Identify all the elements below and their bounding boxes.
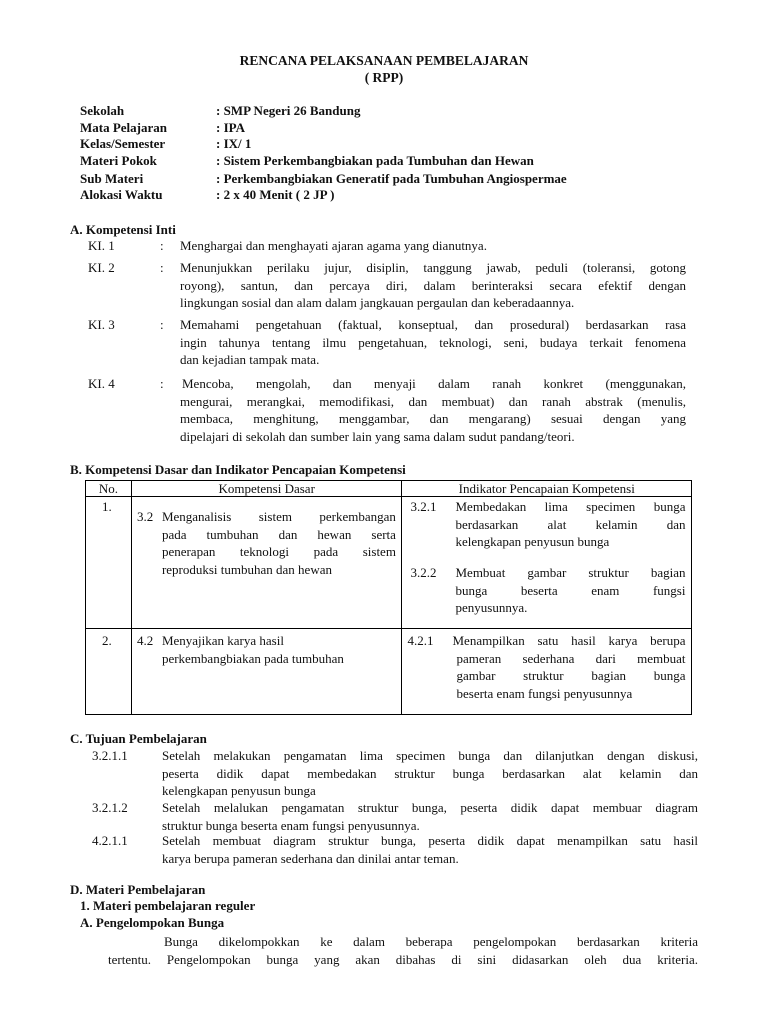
indicator-code: 4.2.1: [407, 633, 434, 648]
objective-line: Setelah melakukan pengamatan lima specimen bunga dan dilanjutkan dengan diskusi,: [162, 748, 698, 763]
identity-value-materi: : Sistem Perkembangbiakan pada Tumbuhan dan Hewan: [216, 153, 534, 168]
ki-code: KI. 4: [88, 376, 115, 391]
objective-code: 3.2.1.1: [92, 748, 128, 763]
column-header-indicator: Indikator Pencapaian Kompetensi: [402, 481, 692, 497]
ki-line: Menghargai dan menghayati ajaran agama yang dianutnya.: [180, 238, 487, 253]
kd-code: 3.2: [136, 509, 154, 524]
indicator-line: pameran sederhana dari membuat: [456, 650, 686, 666]
paragraph-line: tertentu. Pengelompokan bunga yang akan dibahas di sini didasarkan oleh dua kriteria.: [108, 951, 698, 967]
indicator-line: beserta enam fungsi penyusunnya: [456, 685, 633, 701]
indicator-line: Membedakan lima specimen bunga: [455, 499, 686, 514]
ki-line: mengurai, merangkai, memodifikasi, dan membuat) dan ranah abstrak (menulis,: [180, 393, 686, 409]
kd-code: 4.2: [136, 633, 154, 648]
paragraph-line: Bunga dikelompokkan ke dalam beberapa pengelompokan berdasarkan kriteria: [164, 934, 698, 949]
indicator-line: penyusunnya.: [455, 600, 528, 615]
objective-text: [162, 833, 698, 866]
indicator-line: berdasarkan alat kelamin dan: [455, 516, 686, 532]
table-row: [86, 497, 692, 629]
identity-value-sekolah: : SMP Negeri 26 Bandung: [216, 103, 361, 118]
indicator-line: gambar struktur bagian bunga: [456, 668, 686, 683]
kd-text: [162, 633, 396, 666]
ki-line: Menunjukkan perilaku jujur, disiplin, tanggung jawab, peduli (toleransi, gotong: [180, 260, 686, 275]
materi-paragraph: [108, 934, 698, 967]
ki-line: dipelajari di sekolah dan sumber lain yang sama dalam sudut pandang/teori.: [180, 428, 575, 444]
column-header-no: No.: [86, 481, 132, 497]
table-cell-no: [86, 497, 132, 629]
indicator-code: 3.2.1: [410, 499, 437, 514]
table-cell-indicator: [402, 497, 692, 629]
ki-code: KI. 2: [88, 260, 115, 275]
objective-code: 3.2.1.2: [92, 800, 128, 815]
ki-colon: :: [160, 376, 164, 391]
ki-code: KI. 3: [88, 317, 115, 332]
kd-line: reproduksi tumbuhan dan hewan: [161, 561, 332, 577]
identity-label-kelas: Kelas/Semester: [80, 136, 166, 151]
objective-line: struktur bunga beserta enam fungsi penyusunnya.: [162, 817, 420, 833]
section-b-heading: B. Kompetensi Dasar dan Indikator Pencapaian Kompetensi: [70, 462, 406, 477]
ki-line: lingkungan sosial dan alam dalam jangkauan pergaulan dan keberadaannya.: [180, 295, 575, 310]
competency-table: [85, 480, 692, 715]
identity-label-submateri: Sub Materi: [80, 171, 144, 186]
objective-code: 4.2.1.1: [92, 833, 128, 848]
identity-value-kelas: : IX/ 1: [216, 136, 252, 151]
ki-line: Memahami pengetahuan (faktual, konseptual, dan prosedural) berdasarkan rasa: [180, 317, 686, 332]
document-title: RENCANA PELAKSANAAN PEMBELAJARAN: [239, 53, 529, 68]
section-a-heading: A. Kompetensi Inti: [70, 222, 176, 237]
indicator-text: [455, 565, 685, 616]
identity-label-sekolah: Sekolah: [80, 103, 125, 118]
ki-line: Mencoba, mengolah, dan menyaji dalam ranah konkret (menggunakan,: [182, 376, 686, 391]
objective-text: [162, 748, 698, 799]
objective-line: Setelah melalukan pengamatan struktur bunga, peserta didik dapat membuar diagram: [162, 800, 698, 815]
row-number: 1.: [102, 499, 112, 514]
table-cell-indicator: [402, 629, 692, 715]
ki-text: [180, 260, 686, 311]
indicator-text: [455, 499, 685, 550]
ki-colon: :: [160, 260, 164, 275]
document-subtitle: ( RPP): [364, 70, 404, 85]
table-row: [86, 629, 692, 715]
ki-line: royong), santun, dan percaya diri, dalam berinteraksi secara efektif dengan: [180, 277, 686, 293]
section-d-subheading-1: 1. Materi pembelajaran reguler: [80, 898, 256, 913]
ki-colon: :: [160, 238, 164, 253]
kd-line: penerapan teknologi pada sistem: [161, 544, 396, 559]
indicator-line: Membuat gambar struktur bagian: [455, 565, 686, 580]
ki-line: membaca, menghitung, menggambar, dan mengarang) sesuai dengan yang: [180, 411, 686, 426]
kd-line: Menyajikan karya hasil: [161, 633, 284, 648]
ki-text: [180, 238, 686, 254]
table-cell-kd: [131, 497, 402, 629]
objective-line: karya berupa pameran sederhana dan dinilai antar teman.: [162, 850, 459, 866]
identity-value-submateri: : Perkembangbiakan Generatif pada Tumbuhan Angiospermae: [216, 171, 567, 186]
identity-value-mapel: : IPA: [216, 120, 246, 135]
table-cell-kd: [131, 629, 402, 715]
objective-line: kelengkapan penyusun bunga: [162, 783, 316, 798]
table-cell-no: [86, 629, 132, 715]
identity-label-materi: Materi Pokok: [80, 153, 157, 168]
indicator-text: [452, 633, 685, 701]
identity-value-alokasi: : 2 x 40 Menit ( 2 JP ): [216, 187, 335, 202]
indicator-line: Menampilkan satu hasil karya berupa: [452, 633, 686, 648]
indicator-code: 3.2.2: [410, 565, 437, 580]
indicator-line: bunga beserta enam fungsi: [455, 582, 686, 598]
table-header-row: [86, 481, 692, 497]
identity-label-mapel: Mata Pelajaran: [80, 120, 168, 135]
ki-text: [182, 376, 686, 444]
section-d-heading: D. Materi Pembelajaran: [70, 882, 206, 897]
objective-line: Setelah membuat diagram struktur bunga, peserta didik dapat menampilkan satu hasil: [162, 833, 698, 848]
identity-label-alokasi: Alokasi Waktu: [80, 187, 163, 202]
objective-text: [162, 800, 698, 833]
ki-line: ingin tahunya tentang ilmu pengetahuan, teknologi, seni, budaya terkait fenomena: [180, 334, 686, 350]
row-number: 2.: [102, 633, 112, 648]
column-header-kd: Kompetensi Dasar: [131, 481, 402, 497]
kd-line: perkembangbiakan pada tumbuhan: [161, 650, 344, 666]
ki-colon: :: [160, 317, 164, 332]
objective-line: peserta didik dapat membedakan struktur bunga berdasarkan alat kelamin dan: [162, 765, 698, 781]
kd-text: [162, 509, 396, 577]
kd-line: Menganalisis sistem perkembangan: [161, 509, 396, 524]
ki-text: [180, 317, 686, 368]
ki-line: dan kejadian tampak mata.: [180, 352, 320, 367]
section-d-subheading-2: A. Pengelompokan Bunga: [80, 915, 225, 930]
kd-line: pada tumbuhan dan hewan serta: [161, 526, 396, 542]
indicator-line: kelengkapan penyusun bunga: [455, 534, 610, 549]
ki-code: KI. 1: [88, 238, 115, 253]
section-c-heading: C. Tujuan Pembelajaran: [70, 731, 207, 746]
